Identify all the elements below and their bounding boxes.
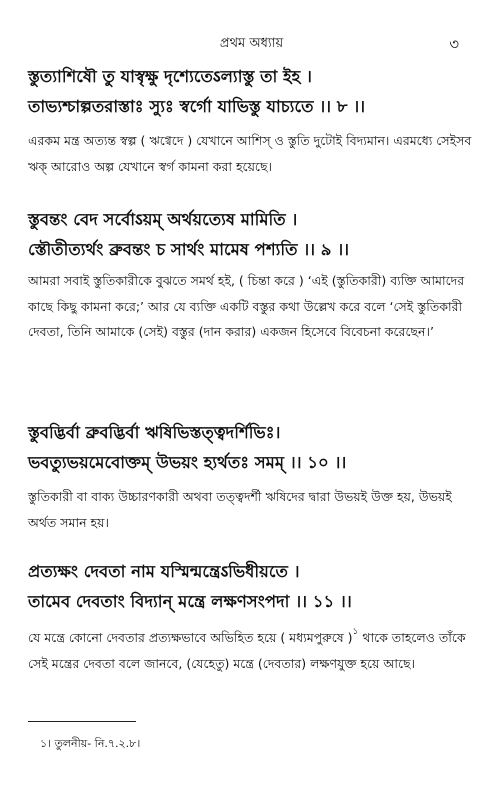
verse-9	[28, 205, 483, 265]
running-head	[0, 34, 503, 54]
footnote: ১। তুলনীয়- নি.৭.২.৮।	[40, 737, 141, 750]
verse-10	[28, 418, 483, 478]
verse-line: প্রত্যক্ষং দেবতা নাম যস্মিন্মন্ত্রেऽভিধীয়তে ।	[28, 562, 300, 581]
verse-line: তামেব দেবতাং বিদ্যান্ মন্ত্রে লক্ষণসংপদা ।। ১১ ।।	[28, 592, 352, 611]
gloss-8: এরকম মন্ত্র অত্যন্ত স্বল্প ( ঋগ্বেদে ) যেখানে আশিস্ ও স্তুতি দুটোই বিদ্যমান। এরমধ্যে সেইসব ঋক্ আরোও অল্প যেখানে স্বর্গ কামনা করা হয়েছে।	[28, 133, 472, 174]
verse-11	[28, 557, 483, 617]
verse-line: স্তুবদ্ভির্বা ব্রুবদ্ভির্বা ঋষিভিস্তত্ত্বদর্শিভিঃ।	[28, 423, 281, 442]
page-number: ৩	[449, 35, 459, 53]
verse-line: স্তুত্যাশিষৌ তু যাস্বৃক্ষু দৃশ্যেতেऽল্যাস্তু তা ইহ ।	[28, 67, 312, 86]
footnote-divider	[28, 721, 136, 722]
verse-line: স্তুবন্তং বেদ সর্বোऽয়ম্ অর্থয়ত্যেষ মামিতি ।	[28, 210, 298, 229]
verse-line: স্তৌতীত্যর্থং ব্রুবন্তং চ সার্থং মামেষ পশ্যতি ।। ৯ ।।	[28, 240, 350, 259]
chapter-title: প্রথম অধ্যায়	[219, 36, 284, 51]
gloss-text: থাকে তাহলেও তাঁকে সেই মন্ত্রের দেবতা বলে জানবে, (যেহেতু) মন্ত্রে (দেবতার) লক্ষণযুক্ত হয়ে আছে।	[28, 630, 466, 671]
verse-8	[28, 62, 483, 122]
gloss-text: যে মন্ত্রে কোনো দেবতার প্রত্যক্ষভাবে অভিহিত হয়ে ( মধ্যমপুরুষে )	[28, 630, 353, 645]
verse-line: তাভ্যশ্চাল্পতরাস্তাঃ স্যুঃ স্বর্গো যাভিস্তু যাচ্যতে ।। ৮ ।।	[28, 97, 366, 116]
gloss-10: স্তুতিকারী বা বাক্য উচ্চারণকারী অথবা তত্ত্বদর্শী ঋষিদের দ্বারা উভয়ই উক্ত হয়, উভয়ই অর্থত সমান হয়।	[28, 489, 452, 530]
footnote-marker: ১	[352, 627, 359, 637]
gloss-11	[28, 620, 483, 676]
gloss-9: আমরা সবাই স্তুতিকারীকে বুঝতে সমর্থ হই, ( চিন্তা করে ) ‘এই (স্তুতিকারী) ব্যক্তি আমাদের কাছে কিছু কামনা করে;’ আর যে ব্যক্তি একটি বস্তুর কথা উল্লেখ করে বলে ‘সেই স্তুতিকারী দেবতা, তিনি আমাকে (সেই) বস্তুর (দান করার) একজন হিসেবে বিবেচনা করেছেন।’	[28, 273, 465, 339]
verse-line: ভবত্যুভয়মেবোক্তম্ উভয়ং হ্যর্থতঃ সমম্ ।। ১০ ।।	[28, 453, 347, 472]
